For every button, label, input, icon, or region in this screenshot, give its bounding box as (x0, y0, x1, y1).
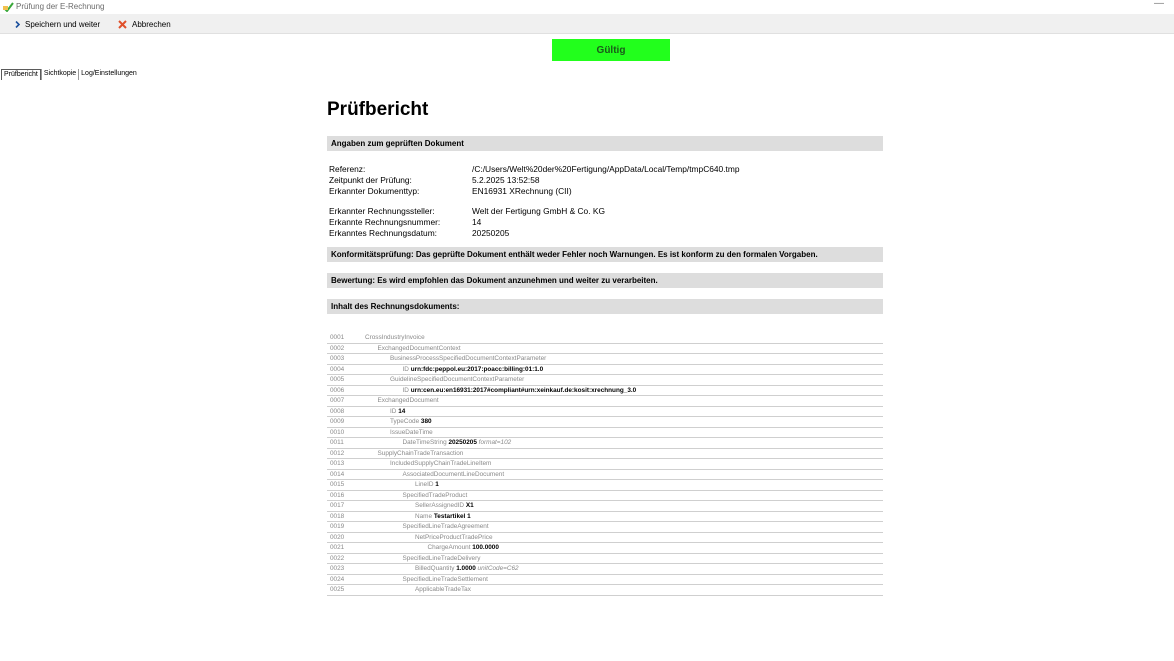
assessment-result: Bewertung: Es wird empfohlen das Dokument anzunehmen und weiter zu verarbeiten. (327, 273, 883, 288)
table-row (327, 333, 883, 344)
xml-tag: ID (402, 365, 409, 373)
table-row (327, 428, 883, 439)
info-row (327, 164, 883, 175)
xml-value: Testartikel 1 (433, 512, 471, 520)
info-key: Zeitpunkt der Prüfung: (329, 175, 412, 185)
line-number: 0011 (330, 439, 344, 446)
window-title: Prüfung der E-Rechnung (16, 2, 105, 11)
info-row (327, 175, 883, 186)
toolbar (0, 14, 1174, 34)
info-value: EN16931 XRechnung (CII) (472, 186, 572, 196)
tab-log-einstellungen[interactable]: Log/Einstellungen (78, 69, 139, 80)
info-key: Erkannter Rechnungssteller: (329, 206, 435, 216)
xml-node (403, 522, 489, 532)
xml-tag: ChargeAmount (427, 544, 471, 551)
table-row (327, 533, 883, 544)
info-value: 20250205 (472, 228, 510, 238)
table-row (327, 575, 883, 586)
table-row (327, 585, 883, 596)
line-number: 0010 (330, 428, 345, 436)
xml-tag: ID (402, 386, 409, 394)
line-number: 0025 (330, 586, 345, 593)
xml-node (403, 470, 505, 480)
table-row (327, 501, 883, 512)
table-row (327, 344, 883, 355)
info-value: Welt der Fertigung GmbH & Co. KG (472, 206, 605, 216)
xml-attribute: format=102 (478, 439, 512, 446)
line-number: 0018 (330, 512, 345, 520)
xml-node (378, 344, 461, 354)
xml-tag: ApplicableTradeTax (415, 586, 471, 593)
xml-tag: BilledQuantity (415, 565, 455, 572)
xml-tag: CrossIndustryInvoice (365, 334, 425, 341)
xml-tag: ExchangedDocumentContext (377, 344, 461, 352)
xml-tag: GuidelineSpecifiedDocumentContextParameter (390, 376, 525, 383)
tab-bar (1, 69, 139, 80)
line-number: 0009 (330, 418, 345, 425)
table-row (327, 522, 883, 533)
line-number: 0022 (330, 554, 345, 562)
xml-tag: SpecifiedLineTradeAgreement (402, 523, 489, 530)
xml-node (403, 365, 544, 375)
xml-value: 20250205 (448, 439, 477, 446)
table-row (327, 417, 883, 428)
xml-tag: BusinessProcessSpecifiedDocumentContextParameter (390, 355, 547, 362)
line-number: 0019 (330, 523, 345, 530)
cancel-button[interactable] (118, 14, 171, 34)
xml-tag: SupplyChainTradeTransaction (377, 449, 464, 457)
table-row (327, 438, 883, 449)
info-value: 14 (472, 217, 482, 227)
xml-node (415, 501, 474, 511)
info-row (327, 186, 883, 197)
document-info (327, 164, 883, 239)
app-icon (3, 2, 14, 12)
xml-value: urn:fdc:peppol.eu:2017:poacc:billing:01:1.0 (410, 365, 544, 373)
tab-pruefbericht[interactable]: Prüfbericht (1, 69, 41, 80)
line-number: 0004 (330, 365, 345, 373)
info-row (327, 217, 883, 228)
xml-node (403, 438, 512, 448)
table-row (327, 386, 883, 397)
xml-tag: LineID (415, 481, 434, 488)
line-number: 0014 (330, 470, 345, 478)
line-number: 0005 (330, 376, 345, 383)
line-number: 0016 (330, 491, 345, 499)
title-bar (0, 0, 1174, 14)
info-key: Erkannte Rechnungsnummer: (329, 217, 441, 227)
invoice-content-table (327, 333, 883, 596)
table-row (327, 564, 883, 575)
table-row (327, 365, 883, 376)
save-and-continue-button[interactable] (15, 14, 100, 34)
info-key: Erkanntes Rechnungsdatum: (329, 228, 438, 238)
xml-node (378, 449, 464, 459)
line-number: 0002 (330, 344, 345, 352)
line-number: 0013 (330, 460, 345, 467)
line-number: 0017 (330, 502, 345, 509)
tab-sichtkopie[interactable]: Sichtkopie (41, 69, 78, 80)
xml-node (378, 396, 439, 406)
xml-node (390, 417, 432, 427)
xml-tag: IncludedSupplyChainTradeLineItem (390, 460, 492, 467)
info-key: Erkannter Dokumenttyp: (329, 186, 420, 196)
conformity-result: Konformitätsprüfung: Das geprüfte Dokument enthält weder Fehler noch Warnungen. Es ist konform zu den formalen Vorgaben. (327, 247, 883, 262)
xml-value: 14 (398, 407, 406, 415)
xml-node (403, 386, 637, 396)
close-icon (118, 20, 127, 29)
xml-node (390, 375, 524, 385)
xml-tag: SpecifiedLineTradeSettlement (402, 575, 488, 583)
info-row (327, 206, 883, 217)
line-number: 0006 (330, 386, 345, 394)
xml-tag: ExchangedDocument (377, 397, 439, 404)
info-key: Referenz: (329, 164, 366, 174)
xml-tag: DateTimeString (402, 439, 447, 446)
line-number: 0020 (330, 533, 345, 541)
table-row (327, 407, 883, 418)
line-number: 0001 (330, 334, 345, 341)
table-row (327, 491, 883, 502)
table-row (327, 354, 883, 365)
line-number: 0003 (330, 355, 345, 362)
line-number: 0012 (330, 449, 345, 457)
xml-tag: SellerAssignedID (415, 502, 465, 509)
table-row (327, 375, 883, 386)
xml-node (390, 459, 491, 469)
cancel-button-label: Abbrechen (132, 19, 171, 29)
table-row (327, 459, 883, 470)
xml-node (428, 543, 499, 553)
xml-node (403, 491, 468, 501)
chevron-right-icon (15, 21, 20, 28)
xml-tag: ID (390, 407, 397, 415)
info-value: /C:/Users/Welt%20der%20Fertigung/AppData/Local/Temp/tmpC640.tmp (472, 164, 740, 174)
xml-value: urn:cen.eu:en16931:2017#compliant#urn:xeinkauf.de:kosit:xrechnung_3.0 (410, 386, 637, 394)
xml-tag: NetPriceProductTradePrice (415, 533, 493, 541)
xml-node (390, 354, 546, 364)
xml-node (403, 575, 488, 585)
xml-node (415, 512, 471, 522)
info-row (327, 228, 883, 239)
line-number: 0023 (330, 565, 345, 572)
xml-tag: AssociatedDocumentLineDocument (402, 470, 505, 478)
line-number: 0008 (330, 407, 345, 415)
xml-tag: TypeCode (390, 418, 420, 425)
xml-value: 1 (435, 481, 439, 488)
xml-tag: SpecifiedLineTradeDelivery (402, 554, 481, 562)
xml-tag: IssueDateTime (390, 428, 433, 436)
save-button-label: Speichern und weiter (25, 19, 101, 29)
xml-node (415, 480, 439, 490)
xml-value: 380 (420, 418, 432, 425)
table-row (327, 470, 883, 481)
xml-tag: SpecifiedTradeProduct (402, 491, 468, 499)
line-number: 0021 (330, 544, 345, 551)
line-number: 0024 (330, 575, 345, 583)
xml-value: X1 (465, 502, 474, 509)
table-row (327, 543, 883, 554)
table-row (327, 480, 883, 491)
minimize-button[interactable]: — (1154, 0, 1164, 9)
xml-value: 1.0000 (456, 565, 476, 572)
line-number: 0015 (330, 481, 345, 488)
table-row (327, 512, 883, 523)
table-row (327, 449, 883, 460)
xml-node (390, 407, 405, 417)
xml-node (415, 585, 471, 595)
xml-node (365, 333, 425, 343)
xml-tag: Name (415, 512, 433, 520)
section-content-header: Inhalt des Rechnungsdokuments: (327, 299, 883, 314)
xml-node (415, 564, 519, 574)
table-row (327, 554, 883, 565)
report-title: Prüfbericht (327, 99, 429, 120)
section-document-header: Angaben zum geprüften Dokument (327, 136, 883, 151)
xml-node (403, 554, 481, 564)
xml-value: 100.0000 (472, 544, 499, 551)
xml-node (390, 428, 433, 438)
line-number: 0007 (330, 397, 345, 404)
validation-status-badge: Gültig (552, 39, 670, 61)
xml-attribute: unitCode=C62 (477, 565, 519, 572)
info-value: 5.2.2025 13:52:58 (472, 175, 540, 185)
xml-node (415, 533, 493, 543)
report-view (327, 98, 883, 596)
table-row (327, 396, 883, 407)
